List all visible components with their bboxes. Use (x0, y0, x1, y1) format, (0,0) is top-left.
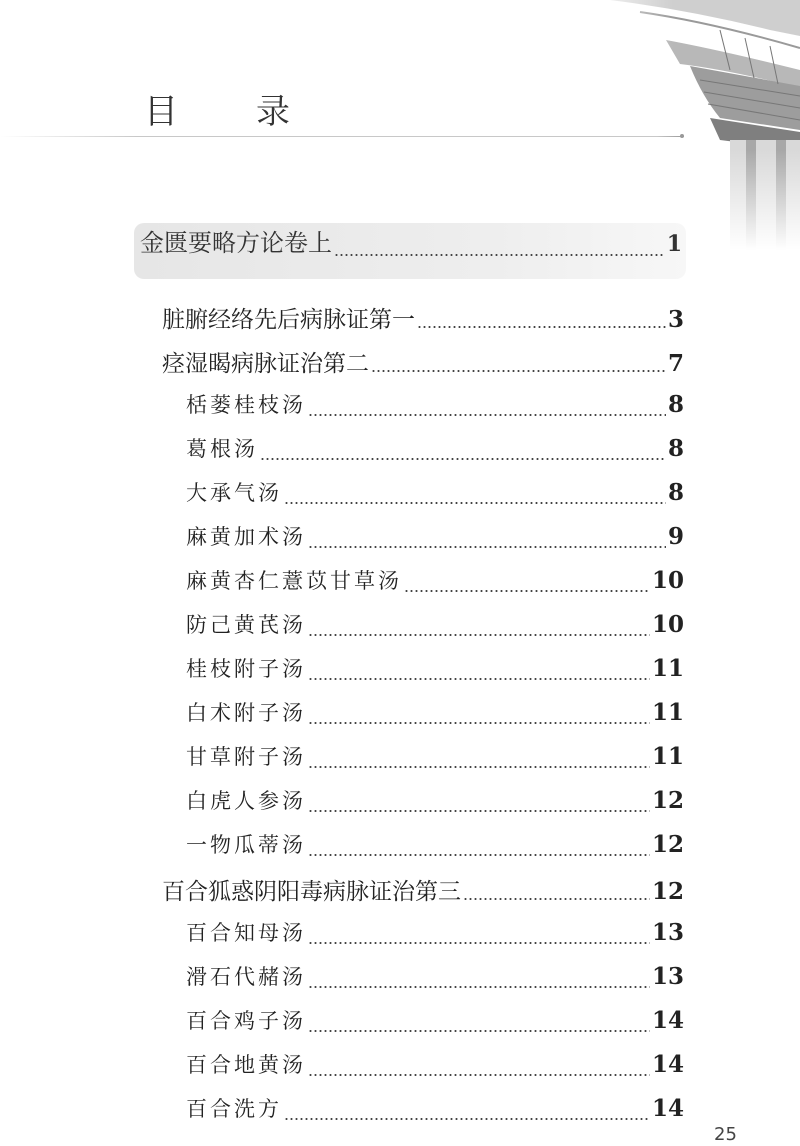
dot-leader (308, 766, 650, 768)
toc-formula-entry[interactable] (162, 433, 684, 477)
entry-label: 甘草附子汤 (186, 745, 306, 769)
entry-page-number: 11 (651, 743, 684, 770)
dot-leader (284, 502, 666, 504)
dot-leader (308, 1074, 650, 1076)
dot-leader (284, 1118, 650, 1120)
toc-chapter-entry[interactable] (162, 301, 684, 345)
dot-leader (308, 722, 650, 724)
entry-page-number: 11 (651, 699, 684, 726)
dot-leader (371, 370, 666, 372)
entry-page-number: 8 (667, 479, 684, 506)
entry-page-number: 12 (651, 831, 684, 858)
dot-leader (404, 590, 650, 592)
entry-label: 百合狐惑阴阳毒病脉证治第三 (162, 879, 461, 905)
dot-leader (308, 810, 650, 812)
toc-formula-entry[interactable] (162, 1049, 684, 1093)
entry-label: 百合地黄汤 (186, 1053, 306, 1077)
entry-label: 白术附子汤 (186, 701, 306, 725)
entry-page-number: 13 (651, 919, 684, 946)
entry-page-number: 7 (667, 350, 684, 377)
page-title: 目 录 (144, 92, 312, 132)
volume-label: 金匮要略方论卷上 (140, 229, 332, 257)
dot-leader (260, 458, 666, 460)
dot-leader (334, 254, 665, 256)
toc-formula-entry[interactable] (162, 565, 684, 609)
dot-leader (308, 986, 650, 988)
volume-page: 1 (666, 231, 682, 257)
entry-page-number: 12 (651, 878, 684, 905)
entry-page-number: 8 (667, 391, 684, 418)
entry-label: 栝蒌桂枝汤 (186, 393, 306, 417)
title-divider (0, 136, 684, 137)
toc-formula-entry[interactable] (162, 741, 684, 785)
entry-label: 防己黄芪汤 (186, 613, 306, 637)
dot-leader (463, 898, 650, 900)
entry-page-number: 11 (651, 655, 684, 682)
toc-formula-entry[interactable] (162, 961, 684, 1005)
entry-label: 麻黄杏仁薏苡甘草汤 (186, 569, 402, 593)
dot-leader (308, 1030, 650, 1032)
entry-label: 痉湿暍病脉证治第二 (162, 351, 369, 377)
toc-formula-entry[interactable] (162, 829, 684, 873)
toc-formula-entry[interactable] (162, 1093, 684, 1137)
toc-formula-entry[interactable] (162, 477, 684, 521)
entry-label: 大承气汤 (186, 481, 282, 505)
architecture-illustration (570, 0, 800, 250)
entry-page-number: 13 (651, 963, 684, 990)
dot-leader (308, 678, 650, 680)
entry-page-number: 8 (667, 435, 684, 462)
entry-label: 一物瓜蒂汤 (186, 833, 306, 857)
toc-chapter-entry[interactable] (162, 345, 684, 389)
dot-leader (308, 414, 666, 416)
entry-label: 葛根汤 (186, 437, 258, 461)
toc-formula-entry[interactable] (162, 1005, 684, 1049)
entry-label: 百合鸡子汤 (186, 1009, 306, 1033)
entry-label: 滑石代赭汤 (186, 965, 306, 989)
dot-leader (308, 546, 666, 548)
entry-page-number: 10 (651, 611, 684, 638)
toc-formula-entry[interactable] (162, 389, 684, 433)
entry-label: 脏腑经络先后病脉证第一 (162, 307, 415, 333)
dot-leader (417, 326, 666, 328)
toc-formula-entry[interactable] (162, 697, 684, 741)
entry-label: 白虎人参汤 (186, 789, 306, 813)
entry-page-number: 10 (651, 567, 684, 594)
entry-label: 桂枝附子汤 (186, 657, 306, 681)
toc-formula-entry[interactable] (162, 785, 684, 829)
dot-leader (308, 634, 650, 636)
toc-list (162, 301, 684, 1137)
toc-formula-entry[interactable] (162, 521, 684, 565)
entry-label: 百合知母汤 (186, 921, 306, 945)
entry-page-number: 14 (651, 1051, 684, 1078)
dot-leader (308, 942, 650, 944)
entry-page-number: 9 (667, 523, 684, 550)
toc-formula-entry[interactable] (162, 609, 684, 653)
entry-label: 麻黄加术汤 (186, 525, 306, 549)
divider-dot (680, 134, 684, 138)
dot-leader (308, 854, 650, 856)
entry-page-number: 14 (651, 1007, 684, 1034)
entry-page-number: 3 (667, 306, 684, 333)
toc-volume-entry[interactable] (134, 223, 686, 279)
entry-page-number: 14 (651, 1095, 684, 1122)
entry-label: 百合洗方 (186, 1097, 282, 1121)
toc-formula-entry[interactable] (162, 653, 684, 697)
entry-page-number: 12 (651, 787, 684, 814)
page-number: 25 (714, 1124, 737, 1145)
toc-formula-entry[interactable] (162, 917, 684, 961)
toc-chapter-entry[interactable] (162, 873, 684, 917)
